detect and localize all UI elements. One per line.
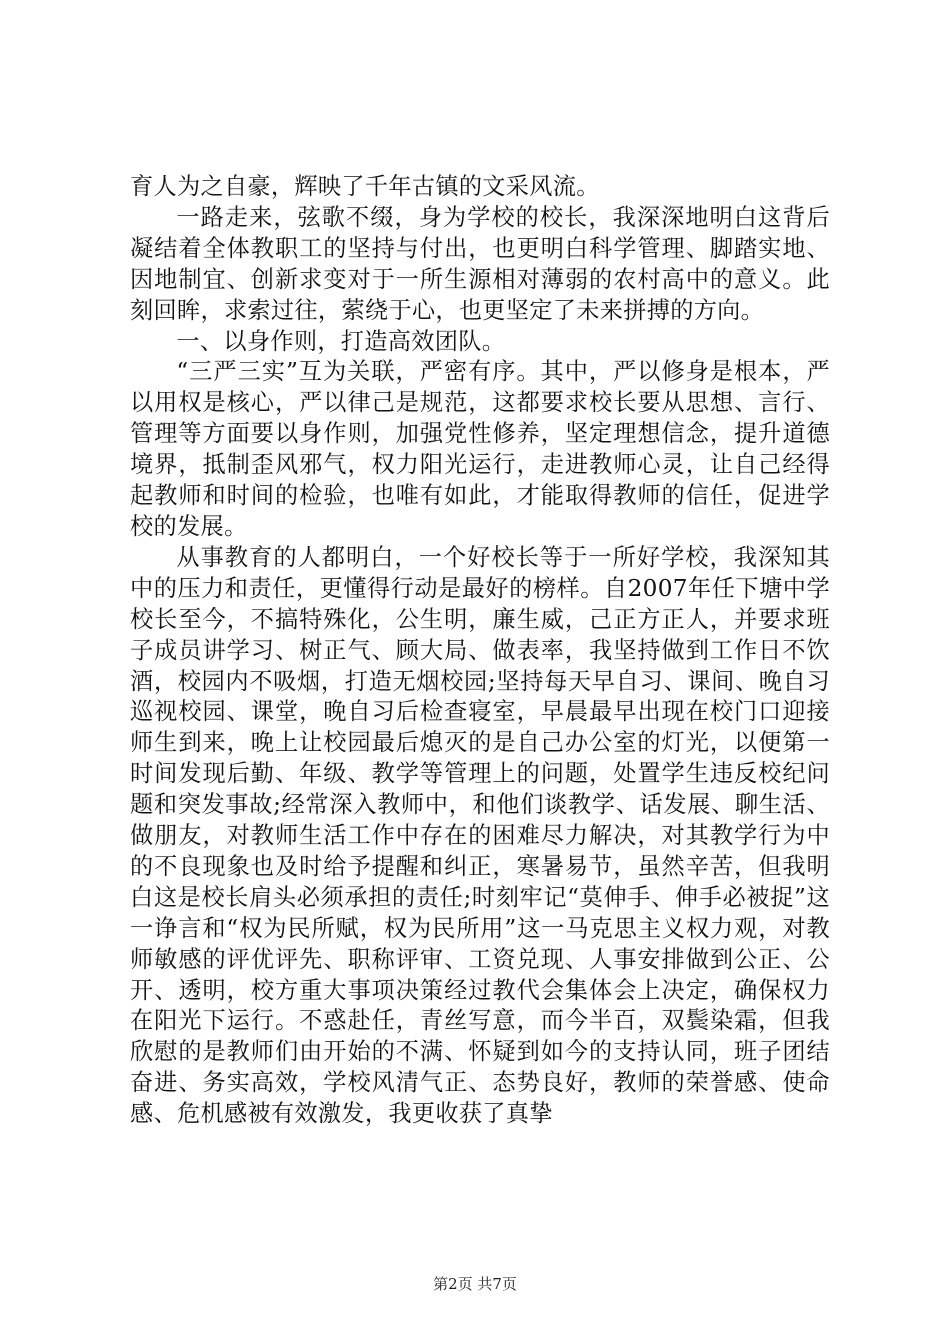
paragraph-continuation: 育人为之自豪，辉映了千年古镇的文采风流。	[130, 173, 600, 200]
document-body	[130, 172, 830, 1130]
paragraph-three-strict: “三严三实”互为关联，严密有序。其中，严以修身是根本，严以用权是核心，严以律己是规范，这都要求校长要从思想、言行、管理等方面要以身作则，加强党性修养，坚定理想信念，提升道德境界，抵制歪风邪气，权力阳光运行，走进教师心灵，让自己经得起教师和时间的检验，也唯有如此，才能取得教师的信任，促进学校的发展。	[130, 358, 830, 540]
page-number-footer: 第2页 共7页	[433, 1275, 517, 1293]
paragraph-example: 从事教育的人都明白，一个好校长等于一所好学校，我深知其中的压力和责任，更懂得行动是最好的榜样。自2007年任下塘中学校长至今，不搞特殊化，公生明，廉生威，己正方正人，并要求班子成员讲学习、树正气、顾大局、做表率，我坚持做到工作日不饮酒，校园内不吸烟，打造无烟校园;坚持每天早自习、课间、晚自习巡视校园、课堂，晚自习后检查寝室，早晨最早出现在校门口迎接师生到来，晚上让校园最后熄灭的是自己办公室的灯光，以便第一时间发现后勤、年级、教学等管理上的问题，处置学生违反校纪问题和突发事故;经常深入教师中，和他们谈教学、话发展、聊生活、做朋友，对教师生活工作中存在的困难尽力解决，对其教学行为中的不良现象也及时给予提醒和纠正，寒暑易节，虽然辛苦，但我明白这是校长肩头必须承担的责任;时刻牢记“莫伸手、伸手必被捉”这一诤言和“权为民所赋，权为民所用”这一马克思主义权力观，对教师敏感的评优评先、职称评审、工资兑现、人事安排做到公正、公开、透明，校方重大事项决策经过教代会集体会上决定，确保权力在阳光下运行。不惑赴任，青丝写意，而今半百，双鬓染霜，但我欣慰的是教师们由开始的不满、怀疑到如今的支持认同，班子团结奋进、务实高效，学校风清气正、态势良好，教师的荣誉感、使命感、危机感被有效激发，我更收获了真挚	[130, 543, 830, 1128]
section-heading: 一、以身作则，打造高效团队。	[176, 327, 506, 355]
paragraph-reflection: 一路走来，弦歌不缀，身为学校的校长，我深深地明白这背后凝结着全体教职工的坚持与付出，也更明白科学管理、脚踏实地、因地制宜、创新求变对于一所生源相对薄弱的农村高中的意义。此刻回眸，求索过往，萦绕于心，也更坚定了未来拼搏的方向。	[130, 203, 830, 324]
